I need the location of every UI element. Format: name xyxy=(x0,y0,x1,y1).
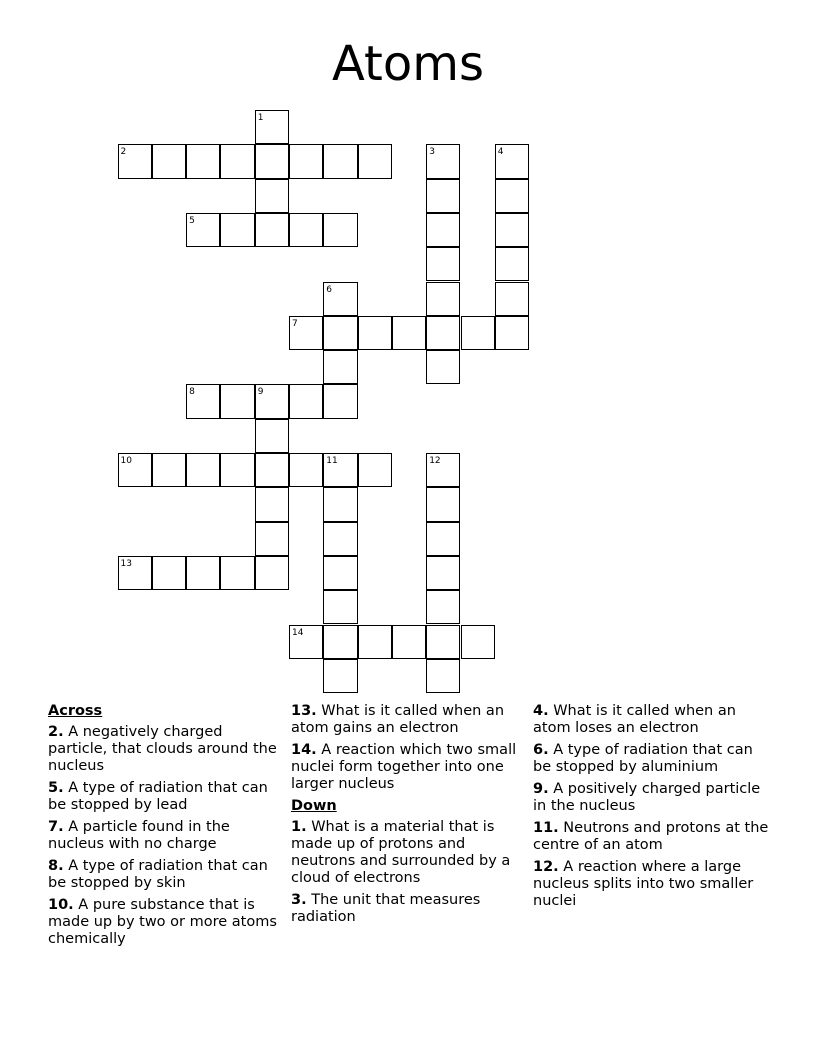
clue-number: 12 xyxy=(429,456,441,466)
page-title: Atoms xyxy=(332,36,484,92)
clue-text: A negatively charged particle, that clouds around the nucleus xyxy=(48,724,277,774)
crossword-cell[interactable] xyxy=(323,556,357,590)
clue-number: 4 xyxy=(497,147,504,158)
crossword-cell[interactable] xyxy=(255,487,289,521)
clue-text: The unit that measures radiation xyxy=(291,892,481,925)
clue-number-label: 4. xyxy=(533,703,549,719)
clue-number-label: 7. xyxy=(48,819,64,835)
clue-number: 11 xyxy=(326,456,338,466)
crossword-cell[interactable] xyxy=(289,144,323,178)
crossword-cell[interactable] xyxy=(426,453,460,487)
crossword-cell[interactable] xyxy=(495,213,529,247)
crossword-cell[interactable] xyxy=(152,144,186,178)
crossword-cell[interactable] xyxy=(255,556,289,590)
down-heading: Down xyxy=(291,798,337,814)
crossword-cell[interactable] xyxy=(220,144,254,178)
clue-column-1 xyxy=(48,703,280,953)
crossword-cell[interactable] xyxy=(426,556,460,590)
crossword-cell[interactable] xyxy=(118,453,152,487)
clue-text: Neutrons and protons at the centre of an atom xyxy=(533,820,769,853)
crossword-cell[interactable] xyxy=(495,144,529,178)
crossword-cell[interactable] xyxy=(152,556,186,590)
clue-number-label: 14. xyxy=(291,742,317,758)
clue-text: A type of radiation that can be stopped by lead xyxy=(48,780,268,813)
crossword-cell[interactable] xyxy=(426,625,460,659)
crossword-cell[interactable] xyxy=(358,453,392,487)
clue-text: What is it called when an atom loses an electron xyxy=(533,703,736,736)
clue-number-label: 8. xyxy=(48,858,64,874)
crossword-cell[interactable] xyxy=(495,316,529,350)
crossword-cell[interactable] xyxy=(426,659,460,693)
clue-item xyxy=(48,897,280,948)
clue-number: 3 xyxy=(429,147,435,158)
crossword-cell[interactable] xyxy=(152,453,186,487)
clue-item xyxy=(48,780,280,814)
clue-number: 10 xyxy=(120,456,132,466)
crossword-cell[interactable] xyxy=(495,247,529,281)
crossword-cell[interactable] xyxy=(495,282,529,316)
crossword-cell[interactable] xyxy=(392,625,426,659)
crossword-cell[interactable] xyxy=(461,625,495,659)
clue-number: 6 xyxy=(326,284,333,295)
clue-item xyxy=(533,703,773,737)
crossword-cell[interactable] xyxy=(495,179,529,213)
crossword-cell[interactable] xyxy=(426,487,460,521)
clue-number-label: 5. xyxy=(48,780,64,796)
crossword-cell[interactable] xyxy=(426,522,460,556)
clue-number-label: 9. xyxy=(533,781,549,797)
crossword-cell[interactable] xyxy=(118,144,152,178)
crossword-cell[interactable] xyxy=(289,384,323,418)
clue-column-2 xyxy=(291,703,523,931)
clue-number: 7 xyxy=(292,318,298,329)
clue-number-label: 2. xyxy=(48,724,64,740)
crossword-cell[interactable] xyxy=(220,556,254,590)
clue-text: What is a material that is made up of protons and neutrons and surrounded by a cloud of electrons xyxy=(291,819,511,886)
crossword-cell[interactable] xyxy=(323,625,357,659)
crossword-cell[interactable] xyxy=(323,659,357,693)
down-clue-list xyxy=(291,819,523,926)
crossword-cell[interactable] xyxy=(323,590,357,624)
crossword-cell[interactable] xyxy=(426,316,460,350)
crossword-cell[interactable] xyxy=(323,522,357,556)
clue-item xyxy=(48,858,280,892)
clue-number: 14 xyxy=(292,627,304,638)
clue-item xyxy=(291,742,523,793)
clue-item xyxy=(291,703,523,737)
crossword-cell[interactable] xyxy=(255,213,289,247)
across-heading: Across xyxy=(48,703,103,719)
clue-item xyxy=(533,781,773,815)
clue-text: A reaction which two small nuclei form together into one larger nucleus xyxy=(291,742,517,792)
crossword-cell[interactable] xyxy=(426,247,460,281)
crossword-cell[interactable] xyxy=(220,213,254,247)
crossword-cell[interactable] xyxy=(426,144,460,178)
clue-text: A reaction where a large nucleus splits into two smaller nuclei xyxy=(533,859,754,909)
clue-number: 1 xyxy=(257,113,264,123)
clue-item xyxy=(291,819,523,887)
crossword-cell[interactable] xyxy=(358,316,392,350)
crossword-cell[interactable] xyxy=(186,144,220,178)
crossword-cell[interactable] xyxy=(220,384,254,418)
crossword-cell[interactable] xyxy=(186,213,220,247)
crossword-cell[interactable] xyxy=(255,179,289,213)
across-clue-list-continued xyxy=(291,703,523,793)
crossword-cell[interactable] xyxy=(426,213,460,247)
crossword-cell[interactable] xyxy=(461,316,495,350)
clue-number-label: 11. xyxy=(533,820,559,836)
clue-number-label: 3. xyxy=(291,892,307,908)
crossword-cell[interactable] xyxy=(255,384,289,418)
clue-column-3 xyxy=(533,703,773,915)
clue-number-label: 10. xyxy=(48,897,74,913)
crossword-cell[interactable] xyxy=(255,110,289,144)
clue-number-label: 6. xyxy=(533,742,549,758)
clue-item xyxy=(48,724,280,775)
crossword-cell[interactable] xyxy=(289,625,323,659)
crossword-cell[interactable] xyxy=(323,384,357,418)
clue-item xyxy=(291,892,523,926)
crossword-cell[interactable] xyxy=(289,316,323,350)
down-clue-list-continued xyxy=(533,703,773,910)
crossword-cell[interactable] xyxy=(118,556,152,590)
crossword-cell[interactable] xyxy=(323,144,357,178)
clue-item xyxy=(533,742,773,776)
crossword-cell[interactable] xyxy=(426,179,460,213)
crossword-cell[interactable] xyxy=(323,453,357,487)
crossword-cell[interactable] xyxy=(323,213,357,247)
clue-item xyxy=(533,820,773,854)
clue-number-label: 12. xyxy=(533,859,559,875)
crossword-cell[interactable] xyxy=(426,590,460,624)
clue-text: A pure substance that is made up by two or more atoms chemically xyxy=(48,897,277,947)
crossword-cell[interactable] xyxy=(289,453,323,487)
crossword-cell[interactable] xyxy=(392,316,426,350)
crossword-cell[interactable] xyxy=(220,453,254,487)
crossword-cell[interactable] xyxy=(186,556,220,590)
clue-number: 2 xyxy=(120,147,127,158)
clue-number: 9 xyxy=(257,387,264,398)
across-clue-list xyxy=(48,724,280,948)
crossword-cell[interactable] xyxy=(323,316,357,350)
clue-number: 5 xyxy=(189,215,195,226)
crossword-cell[interactable] xyxy=(186,384,220,418)
clue-text: A particle found in the nucleus with no charge xyxy=(48,819,230,852)
crossword-cell[interactable] xyxy=(323,487,357,521)
crossword-cell[interactable] xyxy=(255,144,289,178)
crossword-cell[interactable] xyxy=(323,350,357,384)
crossword-cell[interactable] xyxy=(426,350,460,384)
crossword-cell[interactable] xyxy=(255,522,289,556)
crossword-cell[interactable] xyxy=(255,419,289,453)
crossword-cell[interactable] xyxy=(186,453,220,487)
crossword-cell[interactable] xyxy=(426,282,460,316)
clue-number: 13 xyxy=(120,558,132,569)
clue-item xyxy=(533,859,773,910)
clue-text: What is it called when an atom gains an electron xyxy=(291,703,505,736)
clue-number-label: 13. xyxy=(291,703,317,719)
clue-number-label: 1. xyxy=(291,819,307,835)
crossword-cell[interactable] xyxy=(289,213,323,247)
clue-text: A positively charged particle in the nucleus xyxy=(533,781,761,814)
crossword-cell[interactable] xyxy=(323,282,357,316)
clue-text: A type of radiation that can be stopped by skin xyxy=(48,858,268,891)
crossword-cell[interactable] xyxy=(255,453,289,487)
crossword-cell[interactable] xyxy=(358,144,392,178)
clue-item xyxy=(48,819,280,853)
crossword-cell[interactable] xyxy=(358,625,392,659)
clue-text: A type of radiation that can be stopped by aluminium xyxy=(533,742,753,775)
clue-number: 8 xyxy=(189,387,195,398)
